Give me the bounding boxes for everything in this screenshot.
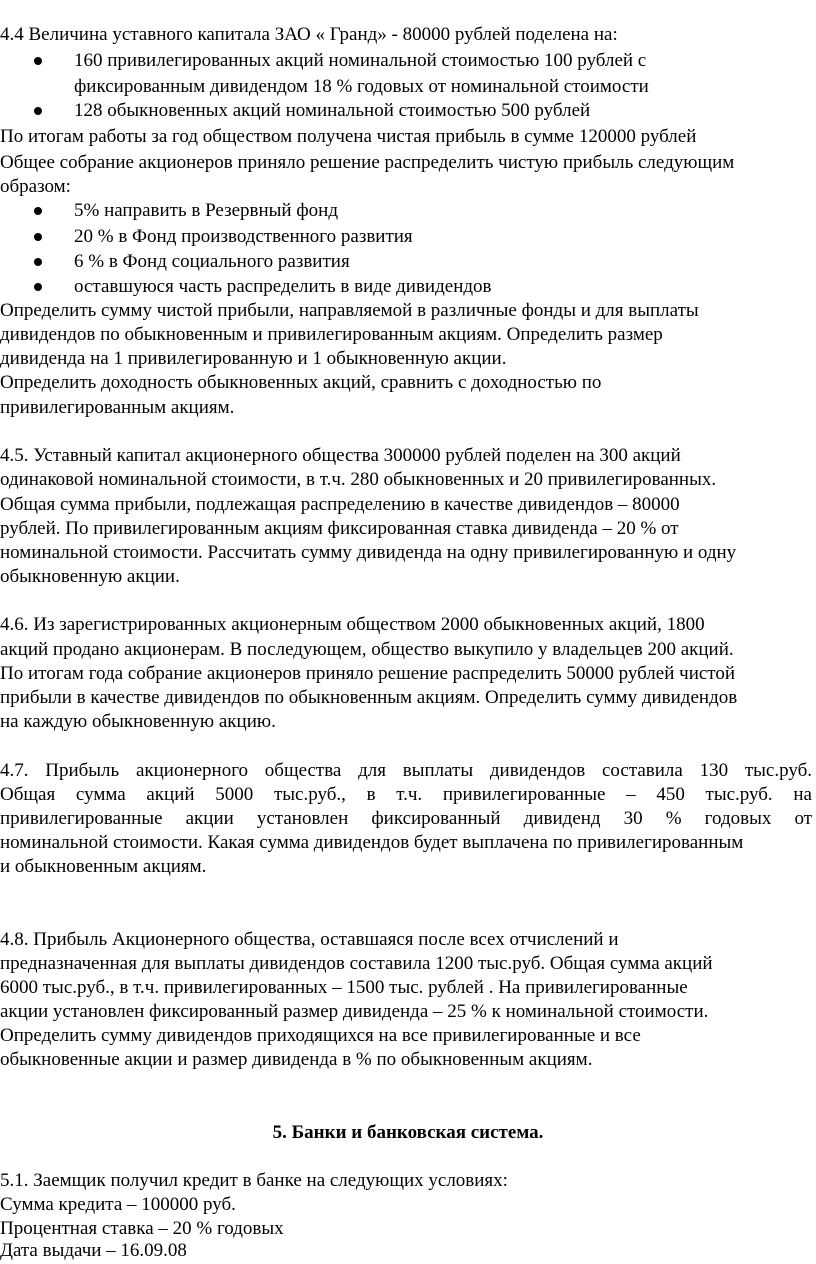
task-4-7-line [0,782,812,808]
task-4-8-line: обыкновенные акции и размер дивиденда в % по обыкновенным акциям. [0,1049,593,1070]
task-4-7-line: номинальной стоимости. Какая сумма дивидендов будет выплачена по привилегированным [0,832,744,853]
bullet-icon [34,283,42,291]
task-5-1-line: Сумма кредита – 100000 руб. [0,1194,236,1215]
task-4-7-text: Общая сумма акций 5000 тыс.руб., в т.ч. привилегированные – 450 тыс.руб. на [0,784,812,805]
task-4-6-line: на каждую обыкновенную акцию. [0,711,276,732]
paragraph-line: образом: [0,176,71,197]
task-4-5-line: одинаковой номинальной стоимости, в т.ч. 280 обыкновенных и 20 привилегированных. [0,469,717,490]
task-4-6-line: 4.6. Из зарегистрированных акционерным обществом 2000 обыкновенных акций, 1800 [0,614,705,635]
task-4-7-line [0,758,812,784]
bullet-icon [34,258,42,266]
task-5-1-line: Дата выдачи – 16.09.08 [0,1240,187,1261]
task-4-6-line: прибыли в качестве дивидендов по обыкновенным акциям. Определить сумму дивидендов [0,687,738,708]
bullet-icon [34,207,42,215]
task-4-8-line: Определить сумму дивидендов приходящихся на все привилегированные и все [0,1025,641,1046]
task-4-7-line [0,806,812,832]
list-item: 160 привилегированных акций номинальной стоимостью 100 рублей с [74,50,647,71]
task-4-4-intro: 4.4 Величина уставного капитала ЗАО « Гранд» - 80000 рублей поделена на: [0,24,618,45]
section-heading: 5. Банки и банковская система. [272,1122,544,1143]
paragraph-line: Общее собрание акционеров приняло решение распределить чистую прибыль следующим [0,152,735,173]
paragraph-line: Определить доходность обыкновенных акций, сравнить с доходностью по [0,372,602,393]
bullet-icon [34,233,42,241]
list-item: 5% направить в Резервный фонд [74,200,338,221]
task-4-5-line: рублей. По привилегированным акциям фиксированная ставка дивиденда – 20 % от [0,518,679,539]
list-item-continuation: фиксированным дивидендом 18 % годовых от номинальной стоимости [74,76,649,97]
bullet-icon [34,107,42,115]
list-item: 6 % в Фонд социального развития [74,251,350,272]
task-4-5-line: 4.5. Уставный капитал акционерного общества 300000 рублей поделен на 300 акций [0,445,681,466]
task-4-8-line: акции установлен фиксированный размер дивиденда – 25 % к номинальной стоимости. [0,1001,709,1022]
paragraph-line: Определить сумму чистой прибыли, направляемой в различные фонды и для выплаты [0,300,699,321]
task-4-5-line: номинальной стоимости. Рассчитать сумму дивиденда на одну привилегированную и одну [0,542,737,563]
task-5-1-line: Процентная ставка – 20 % годовых [0,1218,284,1239]
list-item: оставшуюся часть распределить в виде дивидендов [74,276,492,297]
paragraph-line: дивидендов по обыкновенным и привилегированным акциям. Определить размер [0,324,663,345]
task-4-5-line: обыкновенную акции. [0,566,180,587]
task-4-7-line: и обыкновенным акциям. [0,856,207,877]
bullet-icon [34,57,42,65]
task-4-8-line: предназначенная для выплаты дивидендов составила 1200 тыс.руб. Общая сумма акций [0,953,713,974]
list-item: 20 % в Фонд производственного развития [74,226,413,247]
task-4-6-line: акций продано акционерам. В последующем, общество выкупило у владельцев 200 акций. [0,639,734,660]
task-4-5-line: Общая сумма прибыли, подлежащая распределению в качестве дивидендов – 80000 [0,494,680,515]
task-4-7-text: 4.7. Прибыль акционерного общества для выплаты дивидендов составила 130 тыс.руб. [0,760,812,781]
task-4-8-line: 4.8. Прибыль Акционерного общества, оставшаяся после всех отчислений и [0,929,619,950]
task-4-7-text: привилегированные акции установлен фиксированный дивиденд 30 % годовых от [0,808,812,829]
paragraph-line: дивиденда на 1 привилегированную и 1 обыкновенную акции. [0,348,507,369]
list-item: 128 обыкновенных акций номинальной стоимостью 500 рублей [74,100,591,121]
task-5-1-line: 5.1. Заемщик получил кредит в банке на следующих условиях: [0,1170,508,1191]
paragraph-line: привилегированным акциям. [0,397,235,418]
task-4-6-line: По итогам года собрание акционеров приняло решение распределить 50000 рублей чистой [0,663,736,684]
task-4-8-line: 6000 тыс.руб., в т.ч. привилегированных – 1500 тыс. рублей . На привилегированные [0,977,688,998]
paragraph-line: По итогам работы за год обществом получена чистая прибыль в сумме 120000 рублей [0,126,697,147]
